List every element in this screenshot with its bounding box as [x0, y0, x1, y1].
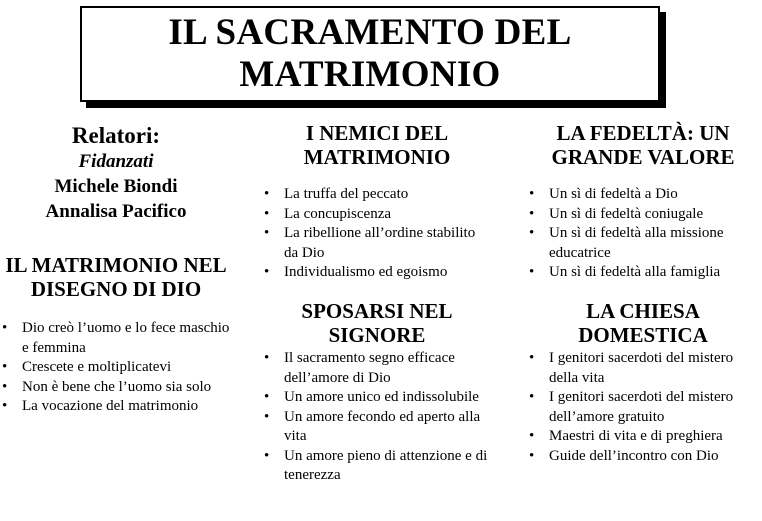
- list-item-text: La vocazione del matrimonio: [22, 398, 199, 414]
- bullet-icon: •: [529, 205, 535, 222]
- section-heading: [527, 121, 759, 169]
- heading-line-1: SPOSARSI NEL: [301, 299, 453, 323]
- relatori-name-2: Annalisa Pacifico: [45, 201, 187, 222]
- bullet-icon: •: [264, 205, 270, 222]
- section-disegno: [0, 253, 232, 417]
- bullet-icon: •: [264, 186, 270, 202]
- list-item-text: Un amore fecondo ed aperto alla vita: [284, 408, 481, 444]
- list-item: [527, 349, 759, 388]
- bullet-icon: •: [264, 447, 270, 464]
- list-item: [527, 427, 759, 447]
- list-item: [0, 358, 232, 378]
- list-item: [0, 397, 232, 417]
- bullet-icon: •: [264, 350, 270, 366]
- list-item-text: Crescete e moltiplicatevi: [22, 359, 172, 375]
- title-box: [80, 6, 660, 102]
- list-item: [527, 185, 759, 205]
- section-heading: [262, 121, 492, 169]
- list-item: [0, 378, 232, 398]
- page-title-line-2: MATRIMONIO: [239, 54, 501, 95]
- list-item: [262, 224, 492, 263]
- list-item: [262, 349, 492, 388]
- list-item: [262, 205, 492, 225]
- bullet-icon: •: [529, 186, 535, 202]
- heading-line-2: GRANDE VALORE: [551, 145, 735, 169]
- list-item: [262, 447, 492, 486]
- bullet-icon: •: [264, 408, 270, 425]
- list-item: [527, 447, 759, 467]
- relatori-name-1: Michele Biondi: [54, 176, 178, 197]
- list-item-text: La concupiscenza: [284, 205, 392, 222]
- section-heading: [0, 253, 232, 301]
- relatori-role: Fidanzati: [78, 151, 154, 172]
- heading-line-1: LA CHIESA: [586, 299, 700, 323]
- list-item-text: Non è bene che l’uomo sia solo: [22, 378, 212, 395]
- bullet-icon: •: [2, 398, 8, 414]
- bullet-icon: •: [529, 264, 535, 280]
- heading-line-2: SIGNORE: [328, 323, 426, 347]
- list-item: [527, 224, 759, 263]
- list-item-text: I genitori sacerdoti del mistero dell’amore gratuito: [549, 389, 734, 425]
- bullet-icon: •: [264, 225, 270, 241]
- list-item-text: Un amore unico ed indissolubile: [284, 389, 479, 405]
- list-item-text: Un sì di fedeltà alla missione educatrice: [549, 225, 724, 261]
- bullet-icon: •: [529, 225, 535, 241]
- heading-line-2: DISEGNO DI DIO: [30, 277, 202, 301]
- list-item-text: La truffa del peccato: [284, 186, 409, 202]
- page-title-line-1: IL SACRAMENTO DEL: [168, 12, 572, 53]
- list-item-text: Guide dell’incontro con Dio: [549, 447, 719, 464]
- bullet-icon: •: [2, 378, 8, 395]
- bullet-list: [262, 349, 492, 486]
- list-item: [0, 319, 232, 358]
- relatori-label: Relatori:: [71, 123, 161, 148]
- heading-line-2: DOMESTICA: [578, 323, 708, 347]
- section-heading: [262, 299, 492, 347]
- list-item: [527, 388, 759, 427]
- list-item-text: Un amore pieno di attenzione e di tenerezza: [284, 447, 488, 483]
- bullet-icon: •: [264, 264, 270, 280]
- heading-line-1: I NEMICI DEL: [305, 121, 449, 145]
- list-item-text: Un sì di fedeltà a Dio: [549, 186, 678, 202]
- section-sposarsi: [262, 299, 492, 486]
- list-item-text: Un sì di fedeltà alla famiglia: [549, 264, 721, 280]
- heading-line-1: LA FEDELTÀ: UN: [556, 121, 730, 145]
- bullet-list: [262, 185, 492, 283]
- list-item: [527, 263, 759, 283]
- list-item: [262, 185, 492, 205]
- relatori-block: [0, 122, 232, 224]
- bullet-list: [0, 319, 232, 417]
- list-item: [527, 205, 759, 225]
- list-item-text: Maestri di vita e di preghiera: [549, 428, 723, 444]
- section-fedelta: [527, 121, 759, 283]
- list-item: [262, 263, 492, 283]
- bullet-icon: •: [529, 447, 535, 464]
- section-chiesa: [527, 299, 759, 466]
- list-item-text: Il sacramento segno efficace dell’amore di Dio: [284, 350, 455, 386]
- heading-line-1: IL MATRIMONIO NEL: [5, 253, 227, 277]
- heading-line-2: MATRIMONIO: [303, 145, 451, 169]
- section-heading: [527, 299, 759, 347]
- bullet-icon: •: [529, 350, 535, 366]
- section-nemici: [262, 121, 492, 283]
- bullet-icon: •: [2, 359, 8, 375]
- list-item-text: I genitori sacerdoti del mistero della vita: [549, 350, 734, 386]
- bullet-icon: •: [529, 428, 535, 444]
- list-item-text: La ribellione all’ordine stabilito da Dio: [284, 225, 476, 261]
- bullet-icon: •: [2, 320, 8, 336]
- bullet-list: [527, 349, 759, 466]
- list-item-text: Individualismo ed egoismo: [284, 264, 448, 280]
- list-item-text: Dio creò l’uomo e lo fece maschio e femmina: [22, 320, 230, 356]
- list-item: [262, 408, 492, 447]
- bullet-icon: •: [264, 389, 270, 405]
- list-item-text: Un sì di fedeltà coniugale: [549, 205, 704, 222]
- bullet-icon: •: [529, 389, 535, 405]
- bullet-list: [527, 185, 759, 283]
- list-item: [262, 388, 492, 408]
